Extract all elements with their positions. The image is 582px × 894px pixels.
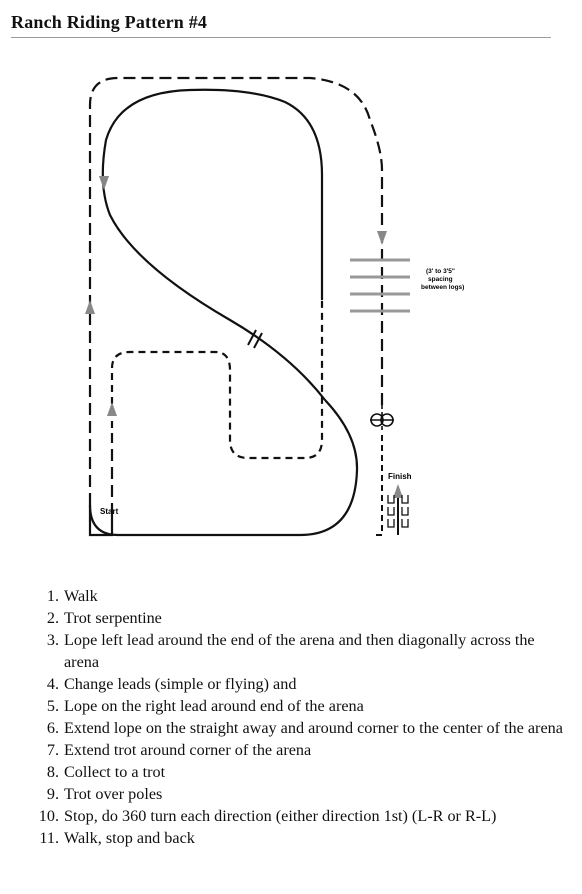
step-item <box>0 607 570 629</box>
step-text: Extend lope on the straight away and around corner to the center of the arena <box>64 719 563 737</box>
pole-note-line: (3' to 3'5" <box>426 268 455 275</box>
step-text: Change leads (simple or flying) and <box>64 675 297 693</box>
step-text: Trot over poles <box>64 785 163 803</box>
step-item <box>0 673 570 695</box>
step-number: 2. <box>46 609 59 627</box>
step-number: 10. <box>38 807 59 825</box>
step-item <box>0 783 570 805</box>
step-item <box>0 629 570 673</box>
finish-walk-path <box>376 435 382 535</box>
step-text: Walk <box>64 587 98 605</box>
step-item <box>0 805 570 827</box>
pattern-steps-list <box>0 585 570 849</box>
step-number: 4. <box>46 675 59 693</box>
arrow-right-rail-down <box>377 231 387 245</box>
step-number: 6. <box>46 719 59 737</box>
trot-serpentine-path <box>112 300 322 458</box>
step-number: 7. <box>46 741 59 759</box>
step-text: Collect to a trot <box>64 763 166 781</box>
step-text: Walk, stop and back <box>64 829 195 847</box>
arrow-trot-start-up <box>107 402 117 416</box>
step-number: 8. <box>46 763 59 781</box>
step-item <box>0 739 570 761</box>
finish-label: Finish <box>388 472 412 481</box>
step-item <box>0 827 570 849</box>
turn-360-symbol <box>370 405 394 432</box>
step-item <box>0 717 570 739</box>
step-text: Lope on the right lead around end of the arena <box>64 697 364 715</box>
step-number: 5. <box>46 697 59 715</box>
page-title: Ranch Riding Pattern #4 <box>11 12 208 32</box>
step-item <box>0 585 570 607</box>
lope-loop-path <box>103 90 325 400</box>
lope-bottom-path <box>90 400 357 535</box>
step-number: 1. <box>46 587 59 605</box>
step-text: Stop, do 360 turn each direction (either direction 1st) (L-R or R-L) <box>64 807 497 825</box>
step-number: 9. <box>46 785 59 803</box>
step-item <box>0 761 570 783</box>
step-number: 11. <box>39 829 59 847</box>
step-text: Trot serpentine <box>64 609 162 627</box>
step-number: 3. <box>46 631 59 649</box>
pole-note-line: between logs) <box>421 284 465 291</box>
arrow-lope-down <box>99 176 109 190</box>
walk-path-outer <box>90 78 382 515</box>
step-item <box>0 695 570 717</box>
start-label: Start <box>100 507 119 516</box>
step-text: Lope left lead around the end of the arena and then diagonally across the arena <box>64 631 535 671</box>
pole-spacing-note <box>421 268 464 291</box>
arrow-left-rail-up <box>85 300 95 314</box>
pole-note-line: spacing <box>428 276 453 283</box>
trot-poles <box>350 260 410 311</box>
step-text: Extend trot around corner of the arena <box>64 741 312 759</box>
